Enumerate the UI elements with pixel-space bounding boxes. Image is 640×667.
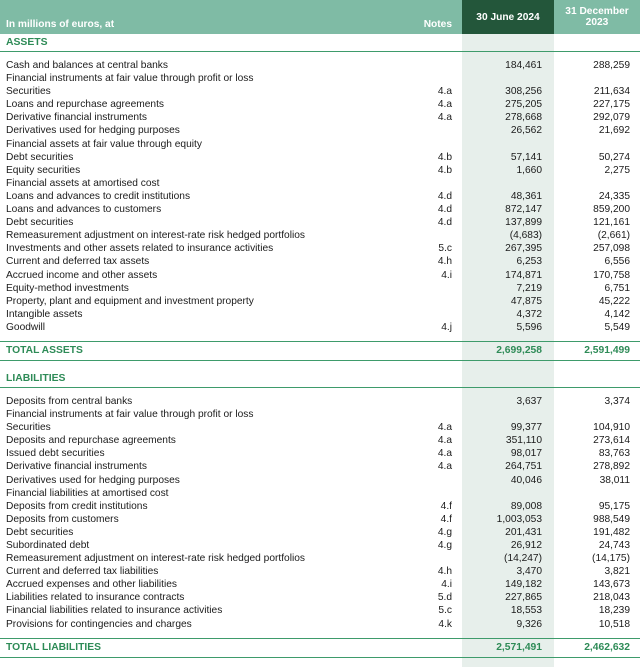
table-row	[0, 552, 640, 565]
spacer-row	[0, 387, 640, 395]
row-value-current: 57,141	[462, 151, 554, 164]
table-row	[0, 72, 640, 85]
table-row	[0, 526, 640, 539]
row-value-previous: 24,743	[598, 540, 630, 551]
row-value-previous: 4,142	[604, 308, 630, 320]
spacer-row	[0, 52, 640, 60]
row-value-current: 9,326	[462, 618, 554, 631]
column-header-notes: Notes	[382, 0, 462, 34]
table-row	[0, 460, 640, 473]
row-value-previous	[554, 487, 640, 500]
row-value-previous: 3,821	[604, 566, 630, 578]
row-value-previous: 10,518	[598, 618, 630, 630]
table-header	[0, 0, 640, 34]
row-label: Loans and repurchase agreements	[6, 99, 165, 111]
table-row	[0, 269, 640, 282]
table-row	[0, 242, 640, 255]
row-label: Financial liabilities at amortised cost	[6, 487, 169, 499]
row-note-reference: 4.g	[437, 540, 452, 551]
row-value-current: 26,912	[462, 539, 554, 552]
row-value-current: 89,008	[462, 500, 554, 513]
row-label: Securities	[6, 422, 51, 434]
spacer-row	[0, 657, 640, 667]
row-note-reference	[382, 408, 462, 421]
total-value-previous: 2,591,499	[554, 341, 640, 360]
row-value-previous: 6,556	[604, 256, 630, 268]
table-row	[0, 203, 640, 216]
row-value-previous: 2,275	[604, 164, 630, 176]
row-label: Securities	[6, 86, 51, 98]
row-label: Goodwill	[6, 321, 46, 333]
spacer-cell	[0, 631, 382, 639]
table-row	[0, 177, 640, 190]
row-label: Debt securities	[6, 151, 74, 163]
row-value-previous: 3,374	[604, 395, 630, 407]
row-value-previous: 24,335	[598, 190, 630, 202]
spacer-cell	[0, 360, 382, 370]
row-value-current: 275,205	[462, 98, 554, 111]
table-row	[0, 474, 640, 487]
spacer-cell	[0, 657, 382, 667]
row-label: Deposits from central banks	[6, 395, 133, 407]
table-row	[0, 190, 640, 203]
row-note-reference	[382, 138, 462, 151]
total-row	[0, 341, 640, 360]
row-note-reference	[382, 72, 462, 85]
row-note-reference	[382, 552, 462, 565]
row-label: Subordinated debt	[6, 540, 90, 551]
table-row	[0, 151, 640, 164]
table-row	[0, 85, 640, 98]
row-value-previous: 21,692	[598, 125, 630, 137]
column-header-previous-period: 31 December 2023	[554, 0, 640, 34]
row-label: Deposits from customers	[6, 513, 119, 525]
spacer-row	[0, 334, 640, 342]
table-row	[0, 164, 640, 177]
total-label: TOTAL LIABILITIES	[0, 638, 382, 657]
row-value-current: 6,253	[462, 255, 554, 268]
row-note-reference: 5.d	[437, 592, 452, 604]
row-label: Equity securities	[6, 164, 81, 176]
spacer-cell	[382, 631, 462, 639]
row-value-current	[462, 138, 554, 151]
spacer-cell	[462, 52, 554, 60]
table-row	[0, 408, 640, 421]
spacer-cell	[0, 334, 382, 342]
row-value-previous: 38,011	[599, 474, 630, 486]
total-value-previous: 2,462,632	[554, 638, 640, 657]
row-label: Property, plant and equipment and investment property	[6, 295, 254, 307]
row-value-current: 149,182	[462, 578, 554, 591]
row-value-current: 278,668	[462, 111, 554, 124]
row-value-previous: 50,274	[598, 151, 630, 163]
row-label: Derivative financial instruments	[6, 461, 147, 473]
row-note-reference	[382, 282, 462, 295]
row-value-current: 351,110	[462, 434, 554, 447]
total-note-reference	[382, 638, 462, 657]
row-label: Cash and balances at central banks	[6, 60, 168, 71]
row-note-reference: 5.c	[438, 605, 452, 617]
row-label: Remeasurement adjustment on interest-rate risk hedged portfolios	[6, 230, 305, 242]
table-row	[0, 255, 640, 268]
row-value-previous: 211,634	[593, 86, 630, 98]
section-title: LIABILITIES	[0, 370, 382, 388]
row-value-previous: 859,200	[593, 204, 630, 216]
table-row	[0, 421, 640, 434]
row-label: Financial assets at fair value through equity	[6, 138, 202, 150]
spacer-cell	[554, 631, 640, 639]
row-value-current: 264,751	[462, 460, 554, 473]
row-value-current: 99,377	[462, 421, 554, 434]
row-label: Remeasurement adjustment on interest-rate risk hedged portfolios	[6, 553, 305, 565]
spacer-cell	[382, 657, 462, 667]
row-note-reference	[382, 487, 462, 500]
row-value-current: 98,017	[462, 447, 554, 460]
row-value-current: 184,461	[462, 59, 554, 72]
row-label: Equity-method investments	[6, 282, 129, 294]
spacer-cell	[462, 360, 554, 370]
row-value-previous: 104,910	[593, 422, 630, 434]
row-note-reference: 4.a	[437, 422, 452, 434]
row-value-current	[462, 408, 554, 421]
row-value-current: 7,219	[462, 282, 554, 295]
row-label: Financial assets at amortised cost	[6, 177, 160, 189]
row-value-current: 308,256	[462, 85, 554, 98]
section-header-row	[0, 34, 640, 52]
table-row	[0, 500, 640, 513]
total-value-current: 2,699,258	[462, 341, 554, 360]
row-value-previous: 988,549	[593, 513, 630, 525]
row-note-reference: 4.a	[437, 86, 452, 98]
table-row	[0, 124, 640, 137]
row-label: Liabilities related to insurance contracts	[6, 592, 185, 604]
row-note-reference	[382, 177, 462, 190]
row-value-previous: 83,763	[598, 448, 630, 460]
row-note-reference: 4.i	[441, 269, 452, 281]
row-value-previous: 273,614	[593, 435, 630, 447]
table-row	[0, 618, 640, 631]
row-value-current: 1,660	[462, 164, 554, 177]
row-value-current: 26,562	[462, 124, 554, 137]
row-label: Investments and other assets related to insurance activities	[6, 243, 274, 255]
row-label: Current and deferred tax assets	[6, 256, 150, 268]
row-label: Current and deferred tax liabilities	[6, 566, 159, 578]
row-value-previous: 288,259	[593, 60, 630, 71]
table-row	[0, 216, 640, 229]
spacer-cell	[554, 360, 640, 370]
spacer-cell	[554, 657, 640, 667]
row-label: Derivative financial instruments	[6, 112, 147, 124]
row-label: Issued debt securities	[6, 448, 105, 460]
row-note-reference: 4.b	[437, 151, 452, 163]
table-row	[0, 111, 640, 124]
row-value-current: 3,470	[462, 565, 554, 578]
table-row	[0, 138, 640, 151]
spacer-cell	[382, 360, 462, 370]
section-notes-cell	[382, 370, 462, 388]
row-label: Loans and advances to credit institutions	[6, 190, 191, 202]
section-header-row	[0, 370, 640, 388]
table-row	[0, 59, 640, 72]
table-row	[0, 308, 640, 321]
row-label: Financial instruments at fair value through profit or loss	[6, 73, 254, 85]
row-note-reference	[382, 229, 462, 242]
row-value-current: 47,875	[462, 295, 554, 308]
spacer-cell	[554, 52, 640, 60]
row-value-previous: 218,043	[593, 592, 630, 604]
column-header-current-period: 30 June 2024	[462, 0, 554, 34]
row-note-reference: 4.a	[437, 435, 452, 447]
section-current-cell	[462, 34, 554, 52]
row-value-previous: 227,175	[593, 99, 630, 111]
row-value-current: 40,046	[462, 474, 554, 487]
row-value-current: 48,361	[462, 190, 554, 203]
table-row	[0, 513, 640, 526]
row-value-current: 1,003,053	[462, 513, 554, 526]
spacer-cell	[462, 657, 554, 667]
row-value-current: (14,247)	[462, 552, 554, 565]
row-value-current	[462, 72, 554, 85]
table-row	[0, 434, 640, 447]
row-note-reference: 4.g	[437, 526, 452, 538]
row-label: Financial instruments at fair value through profit or loss	[6, 409, 254, 421]
row-value-current: 872,147	[462, 203, 554, 216]
row-note-reference: 4.j	[441, 321, 452, 333]
spacer-cell	[554, 334, 640, 342]
row-value-previous: 6,751	[604, 282, 630, 294]
row-value-previous: 5,549	[604, 321, 630, 333]
row-value-current: 3,637	[462, 395, 554, 408]
row-note-reference: 4.i	[441, 579, 452, 591]
row-value-previous: 292,079	[593, 112, 630, 124]
row-value-previous: 191,482	[593, 526, 630, 538]
row-label: Debt securities	[6, 526, 74, 538]
row-note-reference: 4.a	[437, 99, 452, 111]
row-value-previous: 170,758	[593, 269, 630, 281]
row-note-reference: 4.d	[437, 217, 452, 229]
row-value-previous: 121,161	[593, 217, 630, 229]
table-row	[0, 229, 640, 242]
row-value-current: 227,865	[462, 591, 554, 604]
row-note-reference: 4.d	[437, 204, 452, 216]
section-title: ASSETS	[0, 34, 382, 52]
row-note-reference: 4.k	[438, 618, 452, 630]
table-row	[0, 565, 640, 578]
row-note-reference: 4.a	[437, 112, 452, 124]
total-note-reference	[382, 341, 462, 360]
spacer-cell	[382, 387, 462, 395]
row-value-current: 4,372	[462, 308, 554, 321]
row-value-current: 267,395	[462, 242, 554, 255]
table-row	[0, 591, 640, 604]
row-note-reference	[382, 395, 462, 408]
row-note-reference: 4.a	[437, 448, 452, 460]
table-row	[0, 578, 640, 591]
row-label: Intangible assets	[6, 308, 83, 320]
row-note-reference: 4.a	[437, 461, 452, 473]
row-label: Debt securities	[6, 217, 74, 229]
row-label: Accrued income and other assets	[6, 269, 158, 281]
spacer-row	[0, 360, 640, 370]
row-value-previous: (14,175)	[592, 553, 630, 565]
row-note-reference: 4.d	[437, 190, 452, 202]
row-label: Deposits from credit institutions	[6, 500, 148, 512]
row-value-current: 201,431	[462, 526, 554, 539]
section-current-cell	[462, 370, 554, 388]
row-value-previous: 143,673	[593, 579, 630, 591]
spacer-cell	[0, 387, 382, 395]
row-value-previous: 18,239	[598, 605, 630, 617]
spacer-cell	[462, 631, 554, 639]
row-label: Loans and advances to customers	[6, 204, 162, 216]
row-value-previous	[554, 138, 640, 151]
table-row	[0, 395, 640, 408]
row-label: Financial liabilities related to insurance activities	[6, 605, 223, 617]
table-row	[0, 539, 640, 552]
section-previous-cell	[554, 370, 640, 388]
row-value-previous: 257,098	[593, 243, 630, 255]
total-row	[0, 638, 640, 657]
row-value-previous	[554, 72, 640, 85]
table-body	[0, 34, 640, 667]
row-label: Accrued expenses and other liabilities	[6, 579, 178, 591]
total-label: TOTAL ASSETS	[0, 341, 382, 360]
spacer-row	[0, 631, 640, 639]
row-value-previous	[554, 177, 640, 190]
spacer-cell	[382, 334, 462, 342]
table-row	[0, 321, 640, 334]
table-row	[0, 487, 640, 500]
total-value-current: 2,571,491	[462, 638, 554, 657]
row-value-current	[462, 487, 554, 500]
row-note-reference: 4.b	[437, 164, 452, 176]
spacer-cell	[554, 387, 640, 395]
row-value-current: 137,899	[462, 216, 554, 229]
row-note-reference: 4.f	[440, 513, 452, 525]
row-note-reference: 4.h	[437, 256, 452, 268]
row-label: Derivatives used for hedging purposes	[6, 474, 180, 486]
row-note-reference	[382, 59, 462, 72]
row-label: Deposits and repurchase agreements	[6, 435, 176, 447]
spacer-cell	[0, 52, 382, 60]
row-value-previous: 95,175	[598, 500, 630, 512]
row-label: Provisions for contingencies and charges	[6, 618, 192, 630]
column-header-label: In millions of euros, at	[0, 0, 382, 34]
row-value-previous: 45,222	[598, 295, 630, 307]
table-row	[0, 447, 640, 460]
section-previous-cell	[554, 34, 640, 52]
spacer-cell	[462, 387, 554, 395]
spacer-cell	[462, 334, 554, 342]
table-row	[0, 282, 640, 295]
row-note-reference	[382, 308, 462, 321]
row-value-previous	[554, 408, 640, 421]
row-value-current: 18,553	[462, 604, 554, 617]
row-note-reference	[382, 124, 462, 137]
table-row	[0, 98, 640, 111]
row-note-reference	[382, 295, 462, 308]
section-notes-cell	[382, 34, 462, 52]
table-row	[0, 604, 640, 617]
row-note-reference	[382, 474, 462, 487]
row-value-previous: (2,661)	[597, 230, 630, 242]
row-label: Derivatives used for hedging purposes	[6, 125, 180, 137]
spacer-cell	[382, 52, 462, 60]
row-value-current	[462, 177, 554, 190]
row-value-previous: 278,892	[593, 461, 630, 473]
row-value-current: (4,683)	[462, 229, 554, 242]
row-note-reference: 4.f	[440, 500, 452, 512]
row-note-reference: 5.c	[438, 243, 452, 255]
row-value-current: 174,871	[462, 269, 554, 282]
row-value-current: 5,596	[462, 321, 554, 334]
row-note-reference: 4.h	[437, 566, 452, 578]
table-row	[0, 295, 640, 308]
